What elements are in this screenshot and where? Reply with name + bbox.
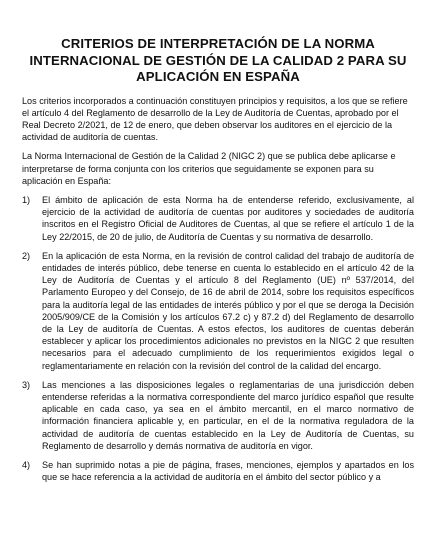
criteria-item-2 bbox=[22, 250, 414, 372]
item-text: Las menciones a las disposiciones legales o reglamentarias de una jurisdicción deben entenderse referidas a la normativa correspondiente del marco jurídico español que resulte aplicable en cada caso, ya sea en el ámbito mercantil, en el marco normativo de información financiera aplicable y, en particular, en el de la normativa reguladora de la actividad de auditoría de cuentas establecido en la Ley de Auditoría de Cuentas, su Reglamento de desarrollo y demás normativa de auditoría en vigor. bbox=[42, 379, 414, 451]
item-number: 3) bbox=[22, 379, 31, 390]
item-text: En la aplicación de esta Norma, en la revisión de control calidad del trabajo de auditoría de entidades de interés público, debe tenerse en cuenta lo establecido en el artículo 42 de la Ley de Auditoría de Cuentas y el artículo 8 del Reglamento (UE) nº 537/2014, del Parlamento Europeo y del Consejo, de 16 de abril de 2014, sobre los requisitos específicos para la auditoría legal de las entidades de interés público y por el que se deroga la Decisión 2005/909/CE de la Comisión y los artículos 67.2 c) y 87.2 d) del Reglamento de desarrollo de la Ley de auditoría de Cuentas. A estos efectos, los auditores de cuentas deberán establecer y aplicar los procedimientos adicionales no previstos en la NIGC 2 que resulten necesarios para el adecuado cumplimiento de los requerimientos exigidos legal o reglamentariamente en relación con la revisión del control de la calidad del encargo. bbox=[42, 250, 414, 371]
item-number: 1) bbox=[22, 194, 31, 205]
criteria-list bbox=[22, 194, 414, 483]
intro-paragraph-2: La Norma Internacional de Gestión de la Calidad 2 (NIGC 2) que se publica debe aplicarse e interpretarse de forma conjunta con los criterios que seguidamente se exponen para su aplicación en España: bbox=[22, 151, 396, 186]
document-title: CRITERIOS DE INTERPRETACIÓN DE LA NORMA INTERNACIONAL DE GESTIÓN DE LA CALIDAD 2 PARA SU APLICACIÓN EN ESPAÑA bbox=[29, 36, 407, 84]
criteria-item-3 bbox=[22, 379, 414, 452]
intro-paragraph-1: Los criterios incorporados a continuación constituyen principios y requisitos, a los que se refiere el artículo 4 del Reglamento de desarrollo de la Ley de Auditoría de Cuentas, aprobado por el Real Decreto 2/2021, de 12 de enero, que deben observar los auditores en el ejercicio de la actividad de auditoría de cuentas. bbox=[22, 95, 408, 143]
criteria-item-1 bbox=[22, 194, 414, 243]
item-text: Se han suprimido notas a pie de página, frases, menciones, ejemplos y apartados en los que se hace referencia a la actividad de auditoría en el ámbito del sector público y a bbox=[42, 459, 414, 483]
item-text: El ámbito de aplicación de esta Norma ha de entenderse referido, exclusivamente, al ejercicio de la actividad de auditoría de cuentas por auditores y sociedades de auditoría inscritos en el Registro Oficial de Auditores de Cuentas, al que se refiere el artículo 1 de la Ley 22/2015, de 20 de julio, de Auditoría de Cuentas y su normativa de desarrollo. bbox=[42, 194, 414, 242]
item-number: 4) bbox=[22, 459, 31, 470]
criteria-item-4 bbox=[22, 459, 414, 483]
item-number: 2) bbox=[22, 250, 31, 261]
